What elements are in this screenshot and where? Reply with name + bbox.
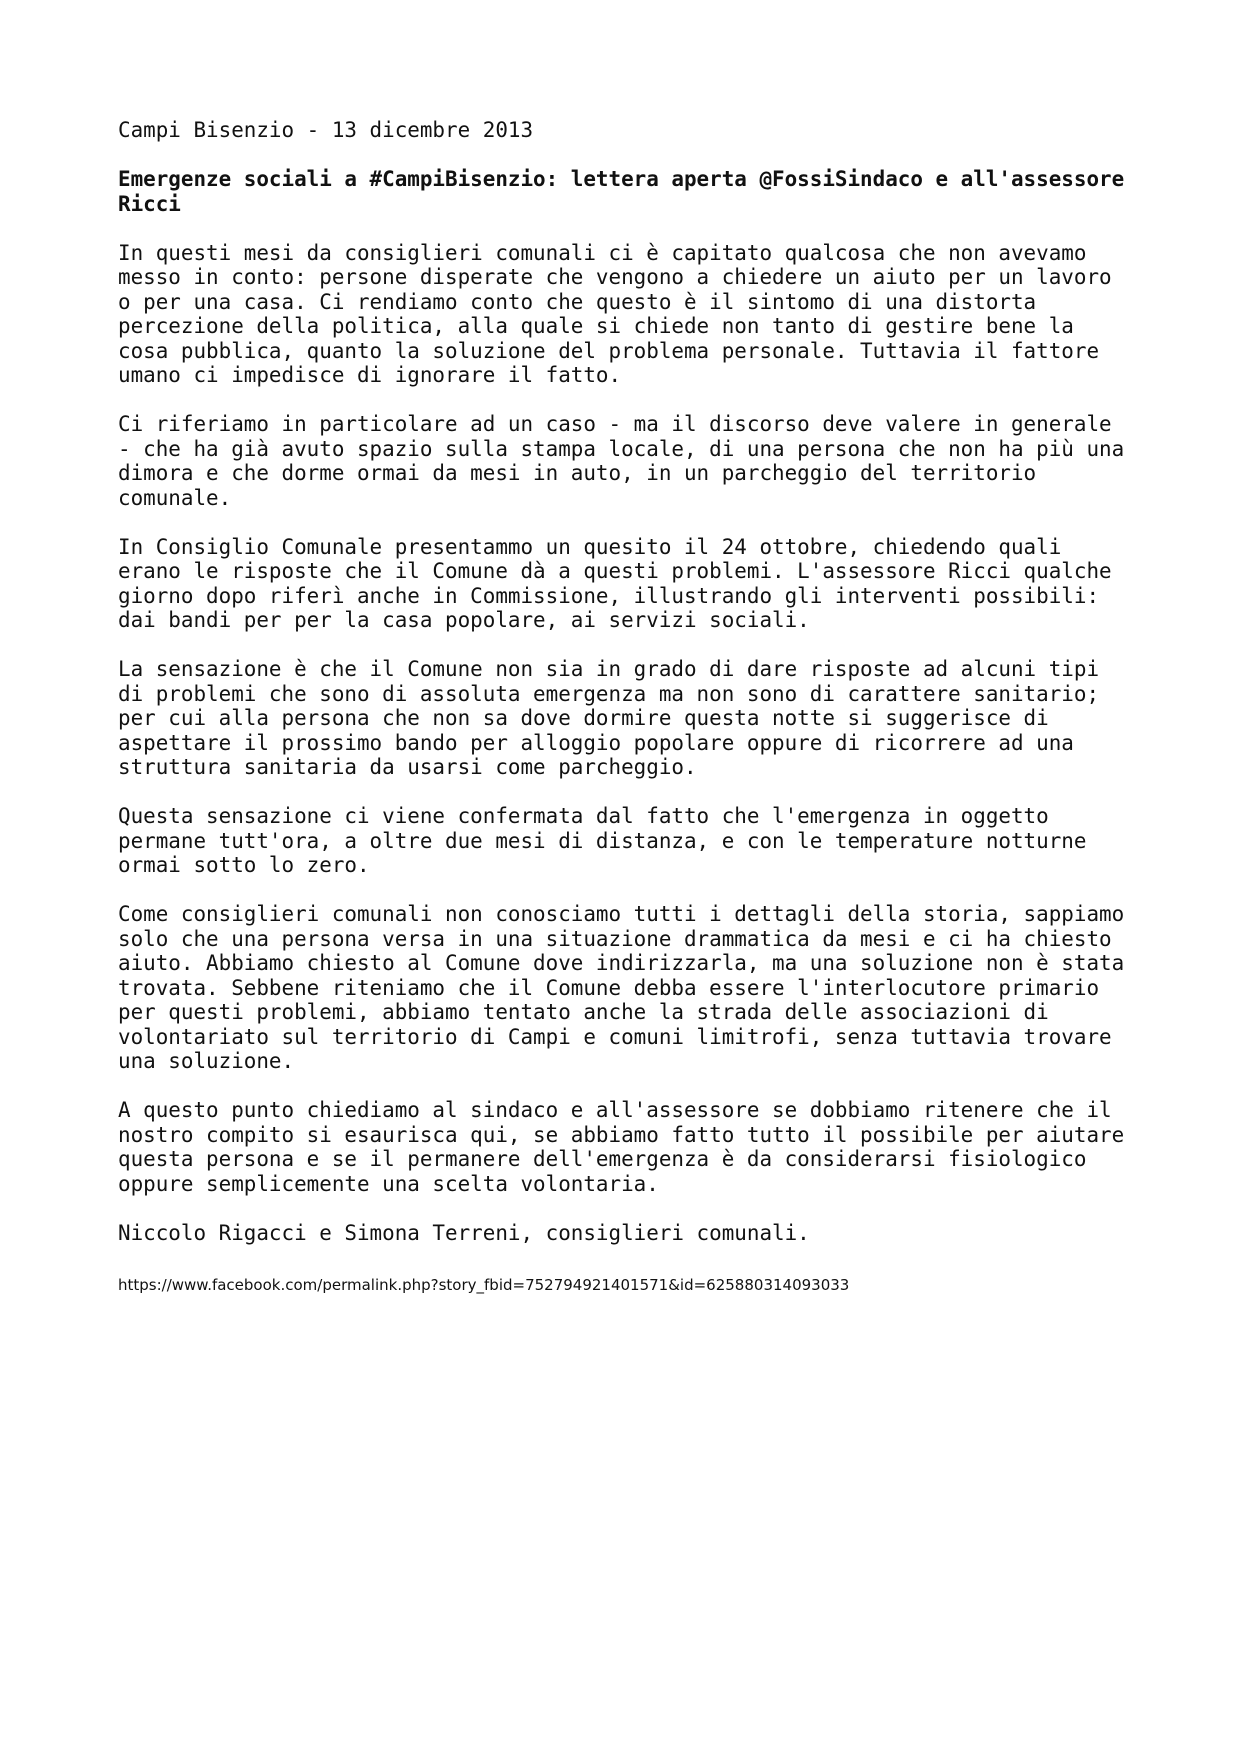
- paragraph-line: Ci riferiamo in particolare ad un caso - ma il discorso deve valere in generale: [118, 412, 1112, 436]
- title-line: Ricci: [118, 191, 181, 216]
- signature: Niccolo Rigacci e Simona Terreni, consiglieri comunali.: [118, 1220, 810, 1245]
- letter-title: [118, 167, 1124, 216]
- paragraph: [118, 902, 1124, 1074]
- letter-body: [118, 118, 1124, 1295]
- paragraph-line: aspettare il prossimo bando per alloggio popolare oppure di ricorrere ad una: [118, 730, 1074, 755]
- paragraph-line: aiuto. Abbiamo chiesto al Comune dove indirizzarla, ma una soluzione non è stata: [118, 951, 1125, 975]
- paragraph: [118, 804, 1124, 878]
- paragraph-line: In Consiglio Comunale presentammo un quesito il 24 ottobre, chiedendo quali: [118, 534, 1062, 559]
- paragraph-line: comunale.: [118, 485, 232, 510]
- paragraph-line: messo in conto: persone disperate che vengono a chiedere un aiuto per un lavoro: [118, 265, 1112, 289]
- paragraph-line: Questa sensazione ci viene confermata dal fatto che l'emergenza in oggetto: [118, 804, 1049, 828]
- paragraph-line: Come consiglieri comunali non conosciamo tutti i dettagli della storia, sappiamo: [118, 902, 1125, 926]
- paragraph-line: per cui alla persona che non sa dove dormire questa notte si suggerisce di: [118, 706, 1049, 730]
- paragraph-line: percezione della politica, alla quale si chiede non tanto di gestire bene la: [118, 314, 1074, 338]
- paragraph: [118, 657, 1124, 780]
- paragraph-line: volontariato sul territorio di Campi e comuni limitrofi, senza tuttavia trovare: [118, 1024, 1112, 1049]
- paragraph-line: solo che una persona versa in una situazione drammatica da mesi e ci ha chiesto: [118, 926, 1112, 951]
- paragraph-line: dimora e che dorme ormai da mesi in auto, in un parcheggio del territorio: [118, 461, 1037, 485]
- paragraph-line: erano le risposte che il Comune dà a questi problemi. L'assessore Ricci qualche: [118, 559, 1112, 583]
- paragraph-line: A questo punto chiediamo al sindaco e all'assessore se dobbiamo ritenere che il: [118, 1098, 1112, 1122]
- paragraph: [118, 412, 1124, 510]
- date-line: Campi Bisenzio - 13 dicembre 2013: [118, 118, 534, 142]
- paragraph-line: cosa pubblica, quanto la soluzione del problema personale. Tuttavia il fattore: [118, 338, 1100, 363]
- paragraph-line: umano ci impedisce di ignorare il fatto.: [118, 363, 622, 387]
- paragraph-line: dai bandi per per la casa popolare, ai servizi sociali.: [118, 608, 810, 632]
- paragraph-line: o per una casa. Ci rendiamo conto che questo è il sintomo di una distorta: [118, 289, 1037, 314]
- paragraphs: [118, 241, 1124, 1221]
- paragraph-line: In questi mesi da consiglieri comunali ci è capitato qualcosa che non avevamo: [118, 240, 1087, 265]
- source-url: https://www.facebook.com/permalink.php?story_fbid=752794921401571&id=625880314093033: [118, 1276, 850, 1294]
- paragraph-line: una soluzione.: [118, 1049, 295, 1073]
- paragraph: [118, 241, 1124, 388]
- paragraph-line: La sensazione è che il Comune non sia in grado di dare risposte ad alcuni tipi: [118, 657, 1100, 681]
- paragraph-line: nostro compito si esaurisca qui, se abbiamo fatto tutto il possibile per aiutare: [118, 1122, 1125, 1147]
- paragraph-line: struttura sanitaria da usarsi come parcheggio.: [118, 755, 697, 779]
- paragraph-line: - che ha già avuto spazio sulla stampa locale, di una persona che non ha più una: [118, 436, 1125, 461]
- paragraph-line: per questi problemi, abbiamo tentato anche la strada delle associazioni di: [118, 1000, 1049, 1024]
- paragraph-line: ormai sotto lo zero.: [118, 853, 370, 877]
- paragraph-line: oppure semplicemente una scelta volontaria.: [118, 1171, 659, 1196]
- paragraph-line: permane tutt'ora, a oltre due mesi di distanza, e con le temperature notturne: [118, 828, 1087, 853]
- paragraph: [118, 1098, 1124, 1196]
- paragraph-line: di problemi che sono di assoluta emergenza ma non sono di carattere sanitario;: [118, 681, 1100, 706]
- paragraph-line: giorno dopo riferì anche in Commissione, illustrando gli interventi possibili:: [118, 583, 1100, 608]
- title-line: Emergenze sociali a #CampiBisenzio: lettera aperta @FossiSindaco e all'assessore: [118, 167, 1125, 191]
- paragraph: [118, 535, 1124, 633]
- paragraph-line: trovata. Sebbene riteniamo che il Comune debba essere l'interlocutore primario: [118, 975, 1100, 1000]
- paragraph-line: questa persona e se il permanere dell'emergenza è da considerarsi fisiologico: [118, 1147, 1087, 1171]
